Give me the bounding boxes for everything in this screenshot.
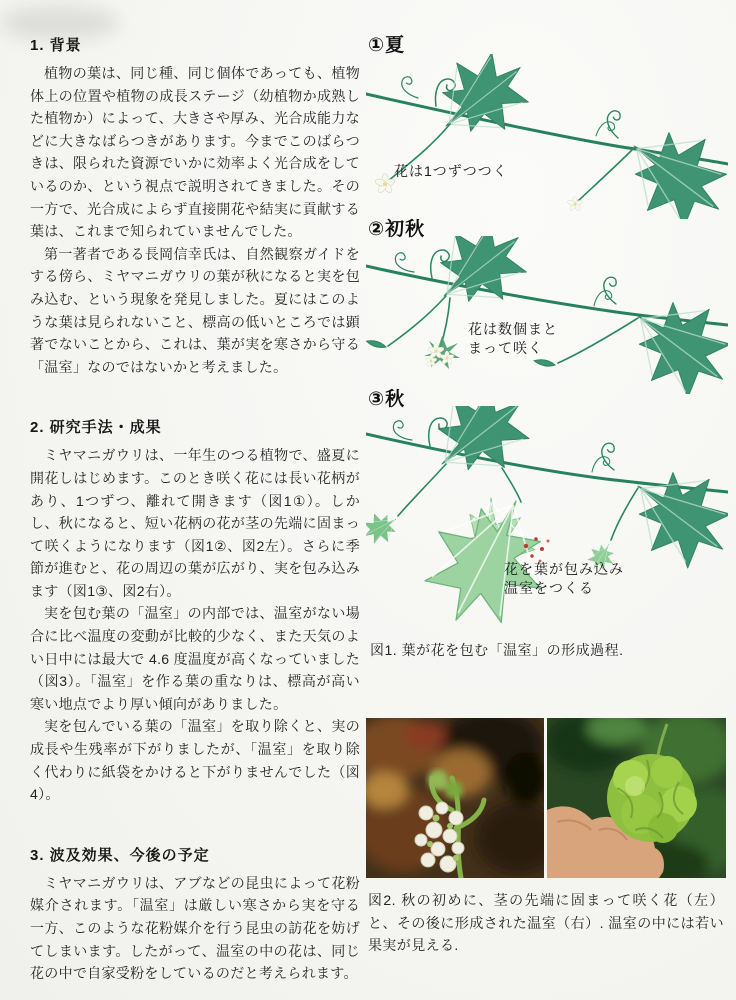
callout-early-autumn: 花は数個まと まって咲く [468,321,558,356]
section-heading: 2. 研究手法・成果 [30,419,162,437]
paragraph: ミヤマニガウリは、一年生のつる植物で、盛夏に開花しはじめます。このとき咲く花には長い花柄があり、1つずつ、離れて開きます（図1①）。しかし、秋になると、短い花柄の花が茎の先端に固まって咲くようになります（図1②、図2左）。さらに季節が進むと、花の周辺の葉が広がり、実を包み込みます（図1③、図2右）。 [30,447,360,599]
figure1-caption: 図1. 葉が花を包む「温室」の形成過程. [370,642,624,658]
stage-label-early-autumn: ②初秋 [368,219,426,240]
figure1 [366,30,728,702]
figure2-caption: 図2. 秋の初めに、茎の先端に固まって咲く花（左）と、その後に形成された温室（右）. 温室の中には若い果実が見える. [368,892,724,953]
paragraph: 第一著者である長岡信幸氏は、自然観察ガイドをする傍ら、ミヤマニガウリの葉が秋になると実を包み込む、という現象を発見しました。夏にはこのような葉は見られないこと、標高の低いところでは顕著でないことから、これは、葉が実を寒さから守る「温室」なのではないかと考えました。 [30,245,360,375]
young-leaf-icon [366,508,402,549]
callout-autumn: 花を葉が包み込み 温室をつくる [504,561,624,596]
paragraph: ミヤマニガウリは、アブなどの昆虫によって花粉媒介されます。「温室」は厳しい寒さから実を守る一方、このような花粉媒介を行う昆虫の訪花を妨げてしまいます。したがって、温室の中の花は、同じ花の中で自家受粉をしているのだと考えられます。 [30,874,360,982]
leaf-icon [612,277,728,394]
summer-illustration [366,54,728,219]
leaf-icon [421,54,543,154]
callout-summer: 花は1つずつつく [394,163,508,179]
greenhouse-in-hand-photo [547,718,726,878]
flower-bud-icon [534,357,556,368]
tendril-icon [599,442,619,470]
leaf-icon [608,107,728,219]
paragraph: 植物の葉は、同じ種、同じ個体であっても、植物体上の位置や植物の成長ステージ（幼植物か成熟した植物か）によって、大きさや厚み、光合成能力などに大きなばらつきがあります。今までこのばらつきは、限られた資源でいかに効率よく光合成をしているのか、という視点で説明されてきました。その一方で、光合成によらず直接開花や結実に貢献する葉は、これまで知られていませんでした。 [30,65,360,240]
tendril-icon [401,76,418,101]
section-heading: 1. 背景 [30,37,82,54]
flower-cluster-icon [424,336,460,369]
article-column [30,34,360,985]
paragraph: 実を包んでいる葉の「温室」を取り除くと、実の成長や生残率が下がりましたが、「温室」を取り除く代わりに紙袋をかけると下がりませんでした（図4）。 [30,718,360,803]
section-future-plans [30,844,360,985]
greenhouse-leaf-icon [403,475,573,628]
tendril-icon [601,276,621,304]
paragraph: 実を包む葉の「温室」の内部では、温室がない場合に比べ温度の変動が比較的少なく、また天気のよい日中には最大で 4.6 度温度が高くなっていました（図3）。「温室」を作る葉の重なりは、標高が高い寒い地点でより厚い傾向がありました。 [30,605,360,712]
early-autumn-illustration [366,236,728,394]
clustered-flowers-photo [366,718,544,878]
leaf-icon [612,447,728,585]
stage-label-summer: ①夏 [368,35,406,56]
flower-bud-icon [366,338,387,350]
photo-row [366,718,728,878]
section-heading: 3. 波及効果、今後の予定 [30,846,210,864]
stage-label-autumn: ③秋 [368,389,406,410]
section-methods-results [30,416,360,806]
tendril-icon [594,121,616,136]
section-background [30,34,360,378]
figure2 [366,718,728,957]
